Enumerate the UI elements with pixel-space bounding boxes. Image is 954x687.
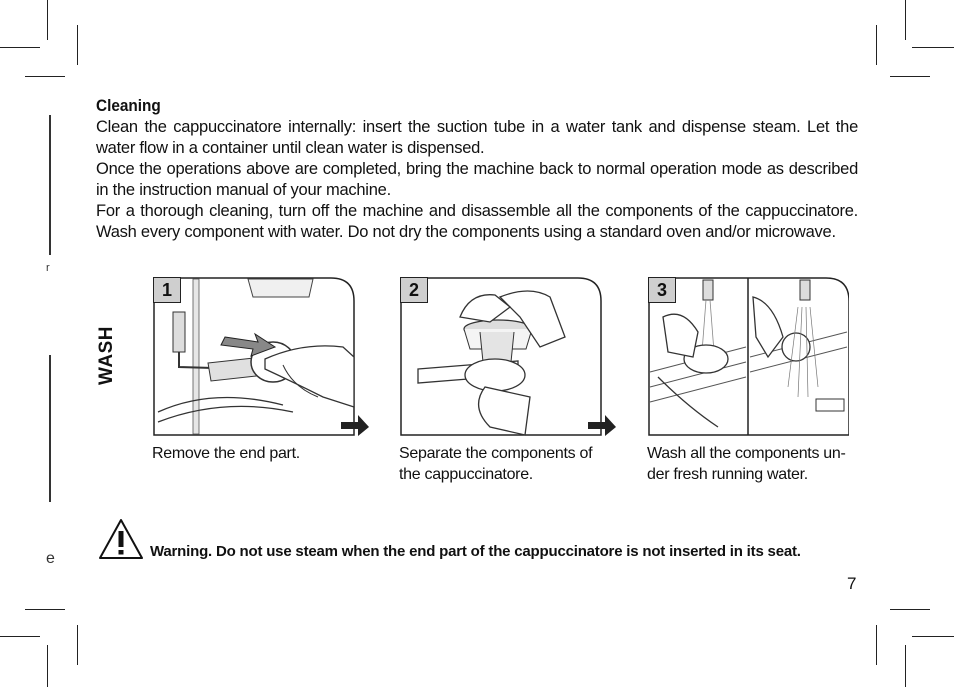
crop-mark xyxy=(47,645,48,687)
step-2-drawing xyxy=(400,277,617,437)
crop-mark xyxy=(890,609,930,610)
wash-side-label: WASH xyxy=(96,326,117,385)
paragraph: For a thorough cleaning, turn off the machine and disassemble all the components of the cappuccinatore. Wash every component with water. Do not dry the components using a standard oven and/or microwave. xyxy=(96,202,858,241)
warning-triangle-icon xyxy=(98,518,144,560)
margin-char: r xyxy=(46,262,50,274)
crop-mark xyxy=(876,625,877,665)
caption-line: der fresh running water. xyxy=(647,466,808,483)
section-heading: Cleaning xyxy=(96,97,161,115)
crop-mark xyxy=(0,47,40,48)
paragraph: Once the operations above are completed, bring the machine back to normal operation mode as described in the instruction manual of your machine. xyxy=(96,160,858,199)
paragraph: Clean the cappuccinatore internally: insert the suction tube in a water tank and dispense steam. Let the water flow in a container until clean water is dispensed. xyxy=(96,118,858,157)
caption-line: Separate the components of xyxy=(399,445,593,462)
step-1-drawing xyxy=(153,277,370,437)
step-2-illustration xyxy=(400,277,601,437)
crop-mark xyxy=(912,636,954,637)
crop-mark xyxy=(25,76,65,77)
step-number-badge: 2 xyxy=(400,277,428,303)
crop-mark xyxy=(0,636,40,637)
crop-mark xyxy=(47,0,48,40)
crop-mark xyxy=(912,47,954,48)
margin-rule xyxy=(49,115,51,255)
crop-mark xyxy=(905,0,906,40)
step-number-badge: 3 xyxy=(648,277,676,303)
step-number-badge: 1 xyxy=(153,277,181,303)
margin-rule xyxy=(49,355,51,502)
step-2-caption xyxy=(399,443,609,485)
step-1-caption xyxy=(152,443,362,464)
margin-char: e xyxy=(46,550,55,567)
step-3-caption xyxy=(647,443,857,485)
cleaning-section xyxy=(96,96,858,243)
step-3-illustration xyxy=(648,277,849,437)
caption-line: Wash all the components un- xyxy=(647,445,846,462)
crop-mark xyxy=(77,25,78,65)
page-number: 7 xyxy=(847,574,857,593)
warning-block xyxy=(98,518,878,562)
crop-mark xyxy=(905,645,906,687)
caption-line: Remove the end part. xyxy=(152,445,300,462)
crop-mark xyxy=(77,625,78,665)
warning-text: Warning. Do not use steam when the end part of the cappuccinatore is not inserted in its seat. xyxy=(150,543,801,560)
crop-mark xyxy=(876,25,877,65)
caption-line: the cappuccinatore. xyxy=(399,466,533,483)
step-3-drawing xyxy=(648,277,849,437)
step-1-illustration xyxy=(153,277,354,437)
crop-mark xyxy=(25,609,65,610)
crop-mark xyxy=(890,76,930,77)
